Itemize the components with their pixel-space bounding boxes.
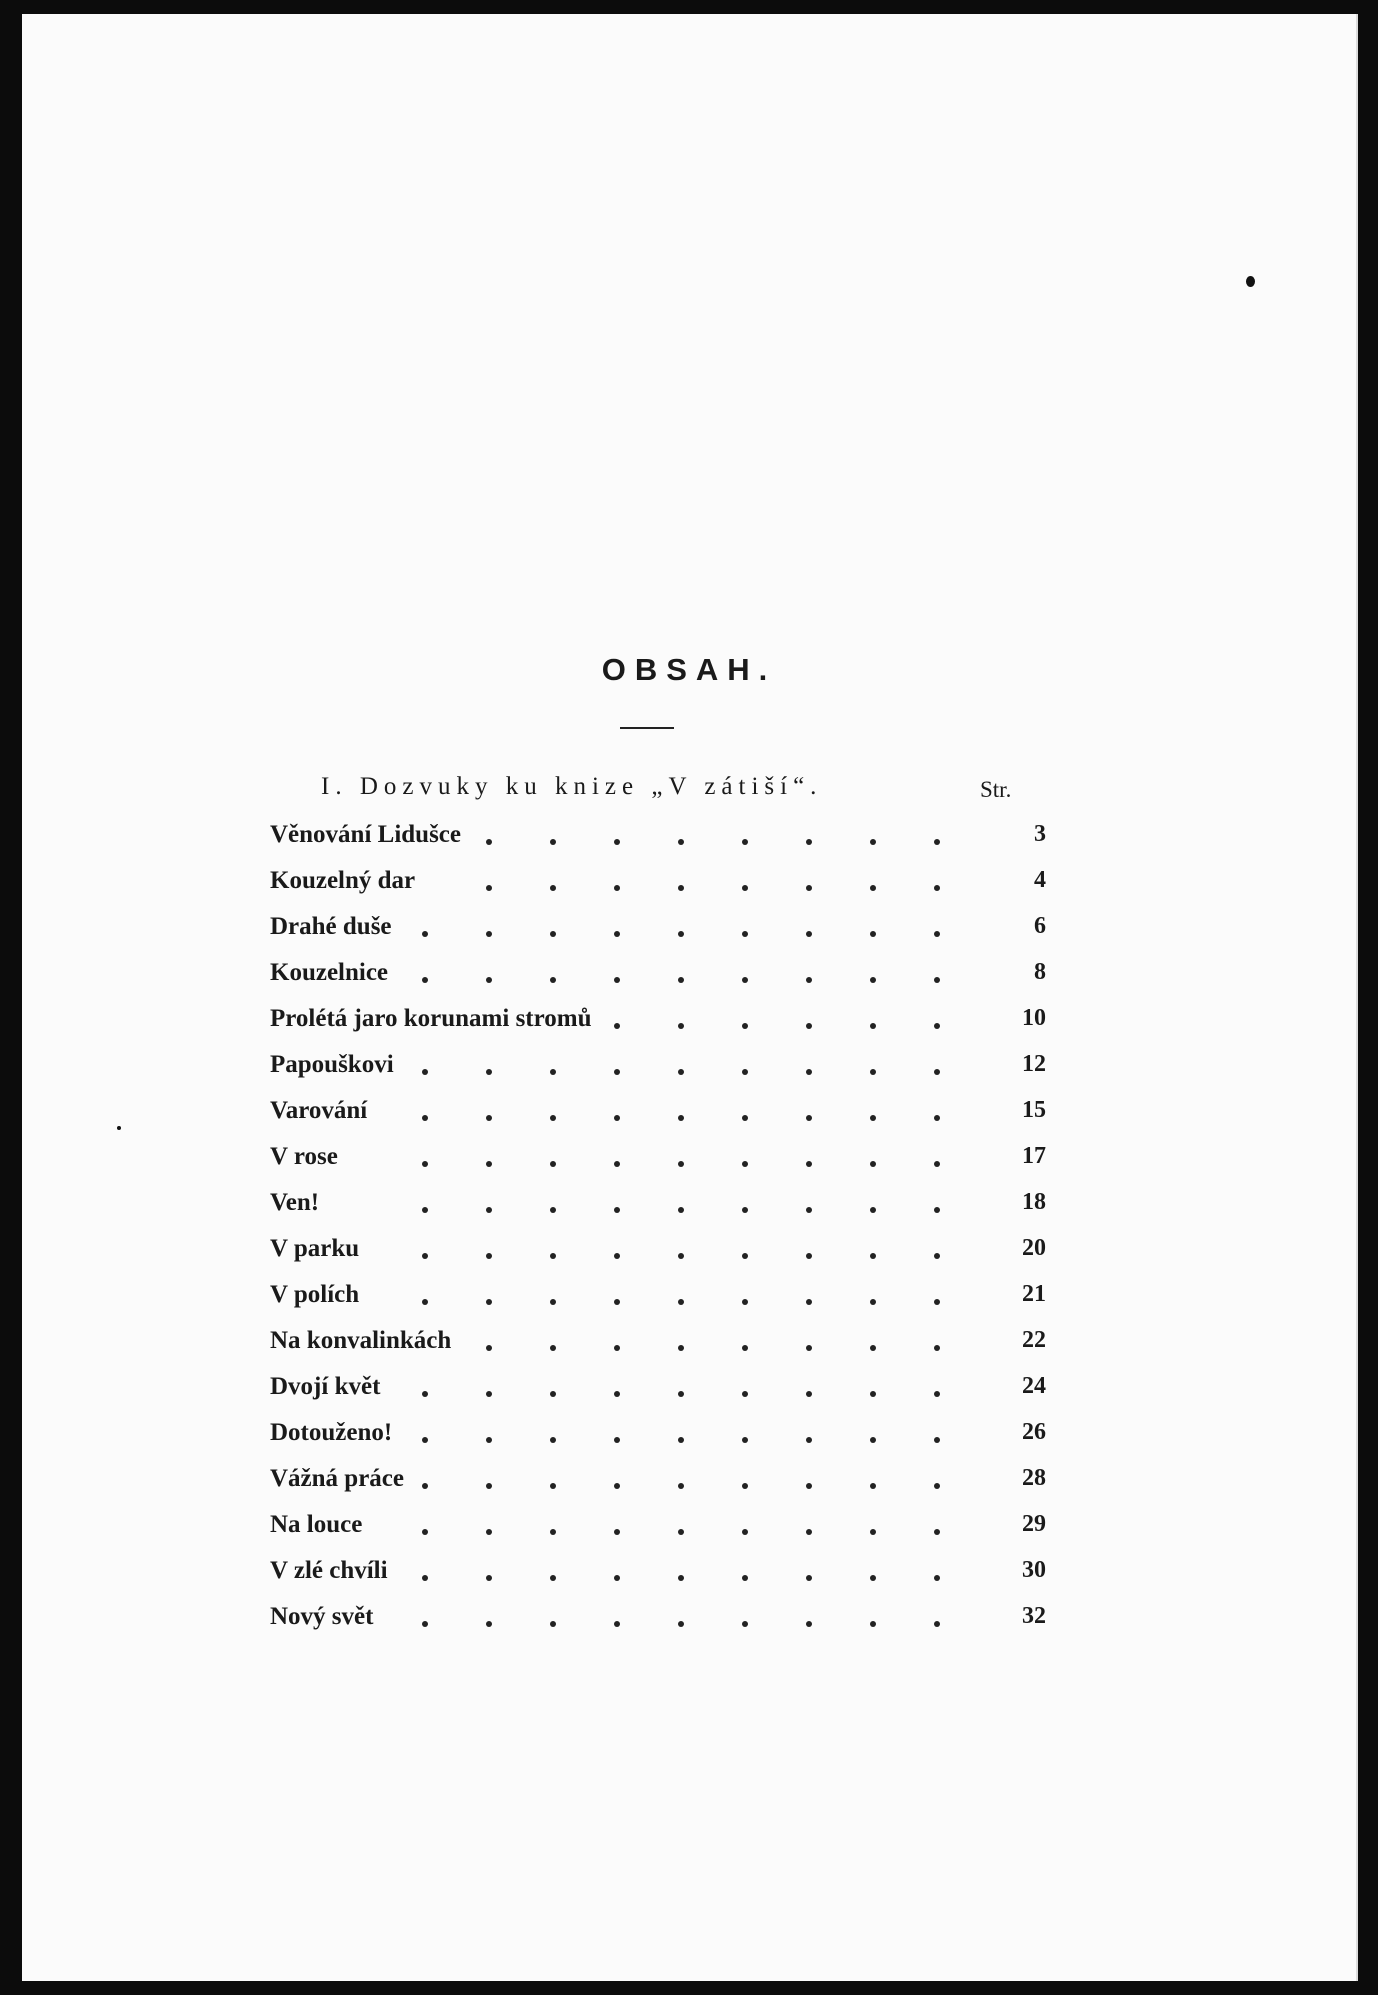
- leader-dot: [486, 1529, 492, 1535]
- leader-dot: [422, 1575, 428, 1581]
- toc-entry: [270, 1093, 1046, 1139]
- toc-entry: [270, 817, 1046, 863]
- leader-dot: [614, 1345, 620, 1351]
- leader-dot: [614, 1069, 620, 1075]
- table-of-contents: [270, 817, 1046, 1645]
- toc-entry-title: Varování: [270, 1097, 368, 1124]
- leader-dot: [614, 1207, 620, 1213]
- leader-dot: [742, 977, 748, 983]
- leader-dot: [870, 1575, 876, 1581]
- leader-dot: [742, 1069, 748, 1075]
- leader-dot: [870, 1069, 876, 1075]
- leader-dot: [742, 1391, 748, 1397]
- leader-dot: [806, 1253, 812, 1259]
- toc-entry: [270, 1047, 1046, 1093]
- leader-dot: [742, 1299, 748, 1305]
- leader-dot: [870, 839, 876, 845]
- leader-dot: [806, 1299, 812, 1305]
- leader-dot: [486, 1575, 492, 1581]
- leader-dot: [742, 1161, 748, 1167]
- leader-dot: [678, 1483, 684, 1489]
- leader-dot: [934, 1437, 940, 1443]
- leader-dot: [614, 839, 620, 845]
- toc-entry-page-number: 12: [1022, 1051, 1046, 1077]
- leader-dot: [486, 1345, 492, 1351]
- leader-dot: [806, 1391, 812, 1397]
- title-rule: [620, 727, 674, 729]
- page-column-label: Str.: [980, 777, 1012, 802]
- leader-dot: [486, 1161, 492, 1167]
- leader-dot: [486, 1483, 492, 1489]
- leader-dot: [550, 1575, 556, 1581]
- leader-dot: [742, 1437, 748, 1443]
- leader-dot: [486, 839, 492, 845]
- toc-entry-title: Věnování Lidušce: [270, 821, 462, 848]
- toc-entry-page-number: 22: [1022, 1327, 1046, 1353]
- toc-entry-title: Papouškovi: [270, 1051, 394, 1078]
- leader-dot: [806, 931, 812, 937]
- leader-dot: [934, 1161, 940, 1167]
- leader-dot: [678, 931, 684, 937]
- leader-dot: [934, 1621, 940, 1627]
- leader-dot: [614, 1299, 620, 1305]
- page-speck: [117, 1126, 121, 1130]
- leader-dot: [742, 839, 748, 845]
- dot-leader: [270, 1253, 960, 1261]
- leader-dot: [486, 1253, 492, 1259]
- leader-dot: [486, 1299, 492, 1305]
- leader-dot: [806, 1483, 812, 1489]
- toc-entry: [270, 1139, 1046, 1185]
- leader-dot: [806, 1575, 812, 1581]
- leader-dot: [806, 977, 812, 983]
- leader-dot: [742, 931, 748, 937]
- leader-dot: [742, 1621, 748, 1627]
- leader-dot: [614, 1023, 620, 1029]
- toc-entry: [270, 1001, 1046, 1047]
- leader-dot: [870, 1483, 876, 1489]
- toc-entry-title: V polích: [270, 1281, 360, 1308]
- leader-dot: [806, 1621, 812, 1627]
- leader-dot: [934, 1069, 940, 1075]
- leader-dot: [870, 885, 876, 891]
- leader-dot: [934, 1253, 940, 1259]
- leader-dot: [486, 1437, 492, 1443]
- leader-dot: [614, 1437, 620, 1443]
- leader-dot: [550, 1115, 556, 1121]
- leader-dot: [870, 1023, 876, 1029]
- toc-entry-title: V zlé chvíli: [270, 1557, 388, 1584]
- leader-dot: [678, 1299, 684, 1305]
- leader-dot: [550, 1437, 556, 1443]
- toc-entry-page-number: 30: [1022, 1557, 1046, 1583]
- leader-dot: [550, 1529, 556, 1535]
- leader-dot: [806, 1345, 812, 1351]
- toc-entry-page-number: 10: [1022, 1005, 1046, 1031]
- leader-dot: [742, 1253, 748, 1259]
- toc-entry: [270, 1553, 1046, 1599]
- dot-leader: [270, 1299, 960, 1307]
- toc-entry-title: Dotouženo!: [270, 1419, 393, 1446]
- leader-dot: [870, 1437, 876, 1443]
- leader-dot: [678, 1115, 684, 1121]
- leader-dot: [678, 885, 684, 891]
- toc-entry-page-number: 21: [1022, 1281, 1046, 1307]
- leader-dot: [806, 839, 812, 845]
- toc-entry-page-number: 32: [1022, 1603, 1046, 1629]
- toc-entry-page-number: 28: [1022, 1465, 1046, 1491]
- leader-dot: [678, 1529, 684, 1535]
- leader-dot: [934, 1483, 940, 1489]
- leader-dot: [422, 1483, 428, 1489]
- toc-entry: [270, 1277, 1046, 1323]
- toc-entry: [270, 863, 1046, 909]
- leader-dot: [806, 1069, 812, 1075]
- toc-entry-title: Prolétá jaro korunami stromů: [270, 1005, 592, 1032]
- leader-dot: [486, 1621, 492, 1627]
- leader-dot: [422, 1529, 428, 1535]
- leader-dot: [422, 1161, 428, 1167]
- toc-entry-title: Na konvalinkách: [270, 1327, 452, 1354]
- leader-dot: [934, 1023, 940, 1029]
- toc-entry-page-number: 20: [1022, 1235, 1046, 1261]
- leader-dot: [678, 1345, 684, 1351]
- leader-dot: [742, 1575, 748, 1581]
- leader-dot: [870, 1253, 876, 1259]
- leader-dot: [486, 1207, 492, 1213]
- leader-dot: [870, 1345, 876, 1351]
- leader-dot: [614, 977, 620, 983]
- toc-entry: [270, 1231, 1046, 1277]
- leader-dot: [678, 839, 684, 845]
- leader-dot: [486, 1115, 492, 1121]
- page-speck: [1246, 276, 1255, 287]
- leader-dot: [934, 1207, 940, 1213]
- leader-dot: [614, 1253, 620, 1259]
- leader-dot: [614, 885, 620, 891]
- leader-dot: [742, 1115, 748, 1121]
- leader-dot: [550, 1207, 556, 1213]
- leader-dot: [934, 1529, 940, 1535]
- toc-entry: [270, 1507, 1046, 1553]
- leader-dot: [550, 1069, 556, 1075]
- leader-dot: [614, 931, 620, 937]
- leader-dot: [870, 1161, 876, 1167]
- leader-dot: [678, 1023, 684, 1029]
- leader-dot: [550, 839, 556, 845]
- contents-title: OBSAH.: [601, 652, 777, 687]
- leader-dot: [678, 1207, 684, 1213]
- leader-dot: [422, 1391, 428, 1397]
- leader-dot: [806, 885, 812, 891]
- leader-dot: [678, 1253, 684, 1259]
- leader-dot: [550, 1391, 556, 1397]
- leader-dot: [550, 977, 556, 983]
- leader-dot: [678, 1621, 684, 1627]
- toc-entry-title: Kouzelný dar: [270, 867, 416, 894]
- dot-leader: [270, 1621, 960, 1629]
- leader-dot: [422, 1069, 428, 1075]
- dot-leader: [270, 1529, 960, 1537]
- leader-dot: [550, 1253, 556, 1259]
- leader-dot: [934, 1391, 940, 1397]
- leader-dot: [806, 1161, 812, 1167]
- toc-entry-page-number: 6: [1034, 913, 1046, 939]
- leader-dot: [678, 1575, 684, 1581]
- leader-dot: [870, 977, 876, 983]
- leader-dot: [934, 977, 940, 983]
- leader-dot: [422, 977, 428, 983]
- leader-dot: [806, 1529, 812, 1535]
- leader-dot: [422, 931, 428, 937]
- toc-entry-title: Kouzelnice: [270, 959, 389, 986]
- toc-entry: [270, 1461, 1046, 1507]
- leader-dot: [486, 931, 492, 937]
- dot-leader: [270, 1115, 960, 1123]
- toc-entry-title: Nový svět: [270, 1603, 374, 1630]
- leader-dot: [870, 1115, 876, 1121]
- toc-entry: [270, 1323, 1046, 1369]
- leader-dot: [870, 1621, 876, 1627]
- toc-entry-title: Na louce: [270, 1511, 363, 1538]
- leader-dot: [550, 1299, 556, 1305]
- toc-entry-title: V rose: [270, 1143, 338, 1170]
- leader-dot: [422, 1207, 428, 1213]
- leader-dot: [742, 1483, 748, 1489]
- leader-dot: [678, 1161, 684, 1167]
- toc-entry-page-number: 4: [1034, 867, 1046, 893]
- leader-dot: [614, 1483, 620, 1489]
- leader-dot: [486, 1069, 492, 1075]
- leader-dot: [486, 885, 492, 891]
- leader-dot: [486, 1391, 492, 1397]
- leader-dot: [422, 1299, 428, 1305]
- toc-entry: [270, 1415, 1046, 1461]
- leader-dot: [550, 1161, 556, 1167]
- toc-entry-page-number: 29: [1022, 1511, 1046, 1537]
- leader-dot: [806, 1437, 812, 1443]
- leader-dot: [870, 1207, 876, 1213]
- leader-dot: [934, 1575, 940, 1581]
- leader-dot: [934, 885, 940, 891]
- leader-dot: [870, 1391, 876, 1397]
- toc-entry-page-number: 26: [1022, 1419, 1046, 1445]
- leader-dot: [422, 1253, 428, 1259]
- leader-dot: [614, 1391, 620, 1397]
- leader-dot: [870, 1529, 876, 1535]
- toc-entry-page-number: 8: [1034, 959, 1046, 985]
- toc-entry: [270, 955, 1046, 1001]
- toc-entry: [270, 1185, 1046, 1231]
- leader-dot: [614, 1115, 620, 1121]
- leader-dot: [614, 1621, 620, 1627]
- leader-dot: [870, 1299, 876, 1305]
- leader-dot: [550, 1483, 556, 1489]
- toc-entry-title: Dvojí květ: [270, 1373, 381, 1400]
- leader-dot: [422, 1621, 428, 1627]
- leader-dot: [806, 1023, 812, 1029]
- toc-entry-title: Vážná práce: [270, 1465, 404, 1492]
- leader-dot: [550, 1621, 556, 1627]
- leader-dot: [422, 1437, 428, 1443]
- toc-entry-page-number: 18: [1022, 1189, 1046, 1215]
- toc-entry: [270, 1369, 1046, 1415]
- toc-entry-title: V parku: [270, 1235, 360, 1262]
- leader-dot: [934, 1115, 940, 1121]
- leader-dot: [806, 1207, 812, 1213]
- book-binding-edge: [0, 0, 22, 1995]
- leader-dot: [934, 1345, 940, 1351]
- leader-dot: [678, 977, 684, 983]
- leader-dot: [742, 1345, 748, 1351]
- leader-dot: [486, 977, 492, 983]
- leader-dot: [934, 1299, 940, 1305]
- toc-entry-page-number: 3: [1034, 821, 1046, 847]
- toc-entry-page-number: 15: [1022, 1097, 1046, 1123]
- leader-dot: [614, 1529, 620, 1535]
- leader-dot: [550, 1345, 556, 1351]
- leader-dot: [678, 1069, 684, 1075]
- leader-dot: [550, 885, 556, 891]
- dot-leader: [270, 1161, 960, 1169]
- leader-dot: [742, 1529, 748, 1535]
- toc-entry-title: Drahé duše: [270, 913, 392, 940]
- leader-dot: [742, 885, 748, 891]
- leader-dot: [806, 1115, 812, 1121]
- leader-dot: [678, 1437, 684, 1443]
- leader-dot: [678, 1391, 684, 1397]
- toc-entry-page-number: 24: [1022, 1373, 1046, 1399]
- leader-dot: [934, 839, 940, 845]
- leader-dot: [614, 1575, 620, 1581]
- toc-entry-title: Ven!: [270, 1189, 320, 1216]
- leader-dot: [870, 931, 876, 937]
- section-heading: I. Dozvuky ku knize „V zátiší“.: [321, 773, 823, 800]
- leader-dot: [422, 1115, 428, 1121]
- toc-entry: [270, 909, 1046, 955]
- dot-leader: [270, 1207, 960, 1215]
- toc-entry-page-number: 17: [1022, 1143, 1046, 1169]
- toc-entry: [270, 1599, 1046, 1645]
- leader-dot: [934, 931, 940, 937]
- leader-dot: [550, 931, 556, 937]
- leader-dot: [614, 1161, 620, 1167]
- leader-dot: [742, 1207, 748, 1213]
- leader-dot: [742, 1023, 748, 1029]
